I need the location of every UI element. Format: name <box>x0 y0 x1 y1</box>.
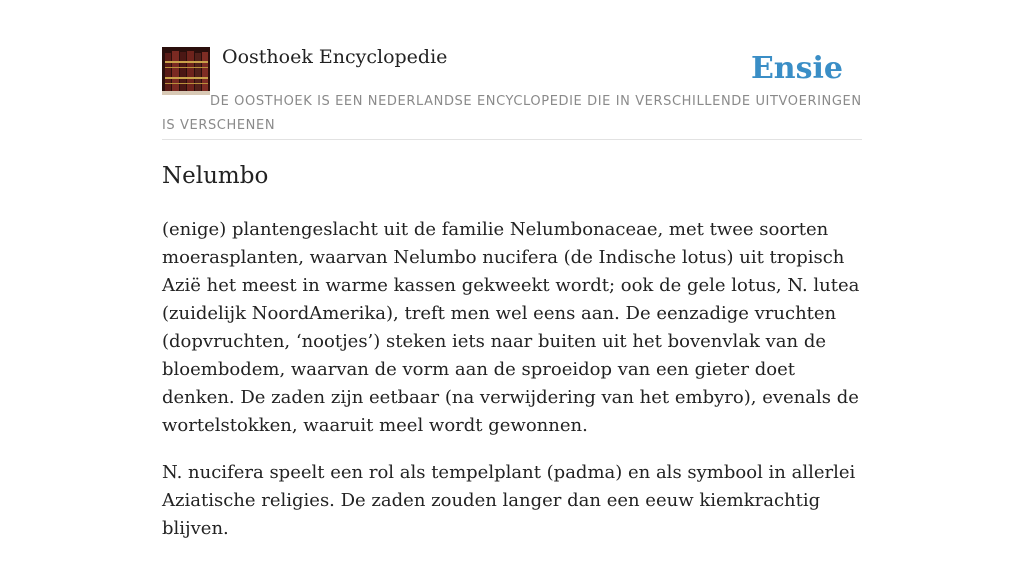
page-container <box>162 0 862 539</box>
article-title: Nelumbo <box>162 163 269 189</box>
site-avatar[interactable] <box>162 47 210 95</box>
site-title-link[interactable]: Oosthoek Encyclopedie <box>222 46 448 68</box>
article-paragraph: N. nucifera speelt een rol als tempelplant (padma) en als symbool in allerlei Aziatische religies. De zaden zouden langer dan een eeuw kiemkrachtig blijven. <box>162 462 856 539</box>
article-body <box>162 216 862 562</box>
brand-logo-link[interactable]: Ensie <box>750 51 843 86</box>
article-paragraph: (enige) plantengeslacht uit de familie Nelumbonaceae, met twee soorten moerasplanten, waarvan Nelumbo nucifera (de Indische lotus) uit tropisch Azië het meest in warme kassen gekweekt wordt; ook de gele lotus, N. lutea (zuidelijk NoordAmerika), treft men wel eens aan. De eenzadige vruchten (dopvruchten, ‘nootjes’) steken iets naar buiten uit het bovenvlak van de bloembodem, waarvan de vorm aan de sproeidop van een gieter doet denken. De zaden zijn eetbaar (na verwijdering van het embyro), evenals de wortelstokken, waaruit meel wordt gewonnen. <box>162 219 860 436</box>
site-tagline: DE OOSTHOEK IS EEN NEDERLANDSE ENCYCLOPEDIE DIE IN VERSCHILLENDE UITVOERINGEN IS VERSCHENEN <box>162 94 862 133</box>
site-header <box>162 0 862 140</box>
book-spines-icon <box>162 47 210 95</box>
